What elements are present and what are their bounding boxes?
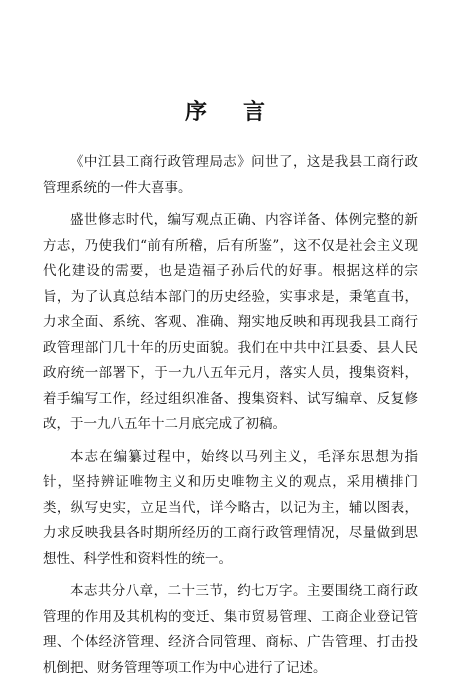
paragraph-4: 本志共分八章，二十三节，约七万字。主要围绕工商行政管理的作用及其机构的变迁、集市贸易管理、工商企业登记管理、个体经济管理、经济合同管理、商标、广告管理、打击投机倒把、财务管理等项工作为中心进行了记述。 bbox=[43, 583, 418, 676]
page-title: 序言 bbox=[184, 99, 301, 125]
document-body bbox=[43, 150, 418, 688]
paragraph-3: 本志在编纂过程中，始终以马列主义，毛泽东思想为指针，坚持辨证唯物主义和历史唯物主义的观点，采用横排门类，纵写史实，立足当代，详今略古，以记为主，辅以图表，力求反映我县各时期所经历的工商行政管理情况，尽量做到思想性、科学性和资料性的统一。 bbox=[43, 448, 418, 567]
paragraph-2: 盛世修志时代，编写观点正确、内容详备、体例完整的新方志，乃使我们“前有所稽，后有所鉴”，这不仅是社会主义现代化建设的需要，也是造福子孙后代的好事。根据这样的宗旨，为了认真总结本部门的历史经验，实事求是，秉笔直书，力求全面、系统、客观、准确、翔实地反映和再现我县工商行政管理部门几十年的历史面貌。我们在中共中江县委、县人民政府统一部署下，于一九八五年元月，落实人员，搜集资料，着手编写工作，经过组织准备、搜集资料、试写编章、反复修改，于一九八五年十二月底完成了初稿。 bbox=[43, 212, 418, 432]
paragraph-1: 《中江县工商行政管理局志》问世了，这是我县工商行政管理系统的一件大喜事。 bbox=[43, 154, 418, 196]
